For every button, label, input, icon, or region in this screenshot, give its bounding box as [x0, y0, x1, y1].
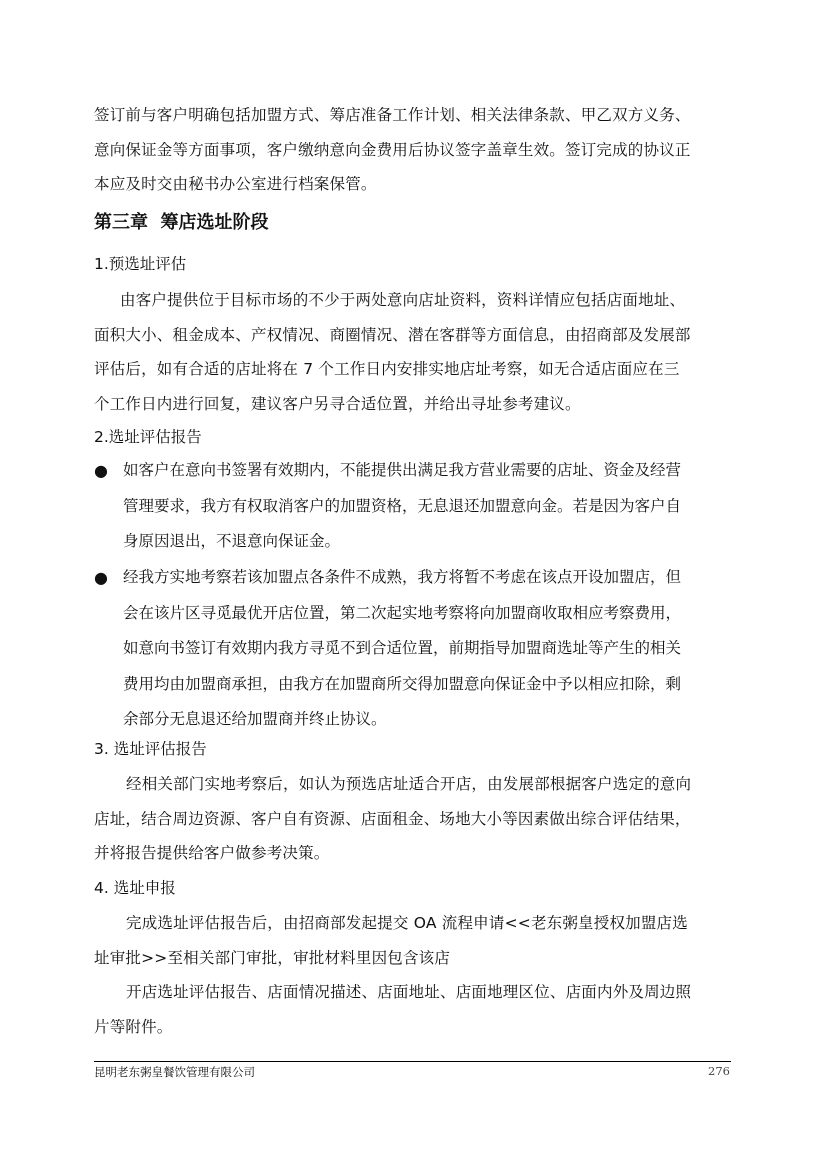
section3-paragraph	[94, 767, 730, 871]
section-heading: 1.预选址评估	[94, 255, 187, 273]
text-line: 店址，结合周边资源、客户自有资源、店面租金、场地大小等因素做出综合评估结果，	[94, 809, 691, 828]
text-line: 完成选址评估报告后，由招商部发起提交 OA 流程申请<<老东粥皇授权加盟店选	[126, 914, 688, 932]
bullet-item	[94, 453, 734, 560]
text-line: 经我方实地考察若该加盟点各条件不成熟，我方将暂不考虑在该点开设加盟店，但	[123, 568, 682, 586]
footer-divider	[94, 1061, 731, 1062]
text-line: 如客户在意向书签署有效期内，不能提供出满足我方营业需要的店址、资金及经营	[123, 461, 682, 479]
text-line: 由客户提供位于目标市场的不少于两处意向店址资料，资料详情应包括店面地址、	[120, 291, 686, 309]
bullet-icon: ●	[94, 568, 108, 587]
intro-paragraph	[94, 98, 730, 202]
text-line: 身原因退出，不退意向保证金。	[123, 532, 341, 550]
section1-paragraph	[94, 283, 730, 421]
chapter-title: 第三章 筹店选址阶段	[94, 212, 269, 233]
section-heading: 2.选址评估报告	[94, 428, 202, 446]
footer-company: 昆明老东粥皇餐饮管理有限公司	[94, 1065, 255, 1079]
bullet-icon: ●	[94, 461, 108, 480]
section-heading: 3. 选址评估报告	[94, 740, 207, 758]
text-line: 址审批>>至相关部门审批，审批材料里因包含该店	[94, 948, 451, 967]
section4-paragraph	[94, 906, 730, 1044]
text-line: 开店选址评估报告、店面情况描述、店面地址、店面地理区位、店面内外及周边照	[126, 983, 692, 1001]
text-line: 费用均由加盟商承担，由我方在加盟商所交得加盟意向保证金中予以相应扣除，剩	[123, 674, 682, 693]
text-line: 经相关部门实地考察后，如认为预选店址适合开店，由发展部根据客户选定的意向	[126, 775, 692, 793]
text-line: 并将报告提供给客户做参考决策。	[94, 844, 330, 862]
text-line: 片等附件。	[94, 1017, 173, 1036]
bullet-item	[94, 560, 734, 738]
section-heading: 4. 选址申报	[94, 879, 176, 897]
page-number: 276	[708, 1064, 730, 1078]
text-line: 面积大小、租金成本、产权情况、商圈情况、潜在客群等方面信息，由招商部及发展部	[94, 325, 691, 344]
text-line: 签订前与客户明确包括加盟方式、筹店准备工作计划、相关法律条款、甲乙双方义务、	[94, 106, 691, 124]
text-line: 本应及时交由秘书办公室进行档案保管。	[94, 175, 377, 193]
text-line: 评估后，如有合适的店址将在 7 个工作日内安排实地店址考察，如无合适店面应在三	[94, 360, 680, 378]
text-line: 会在该片区寻觅最优开店位置，第二次起实地考察将向加盟商收取相应考察费用，	[123, 603, 682, 622]
text-line: 余部分无息退还给加盟商并终止协议。	[123, 710, 387, 728]
text-line: 管理要求，我方有权取消客户的加盟资格，无息退还加盟意向金。若是因为客户自	[123, 496, 682, 515]
text-line: 意向保证金等方面事项，客户缴纳意向金费用后协议签字盖章生效。签订完成的协议正	[94, 140, 691, 159]
text-line: 个工作日内进行回复，建议客户另寻合适位置，并给出寻址参考建议。	[94, 394, 581, 413]
text-line: 如意向书签订有效期内我方寻觅不到合适位置，前期指导加盟商选址等产生的相关	[123, 639, 682, 657]
